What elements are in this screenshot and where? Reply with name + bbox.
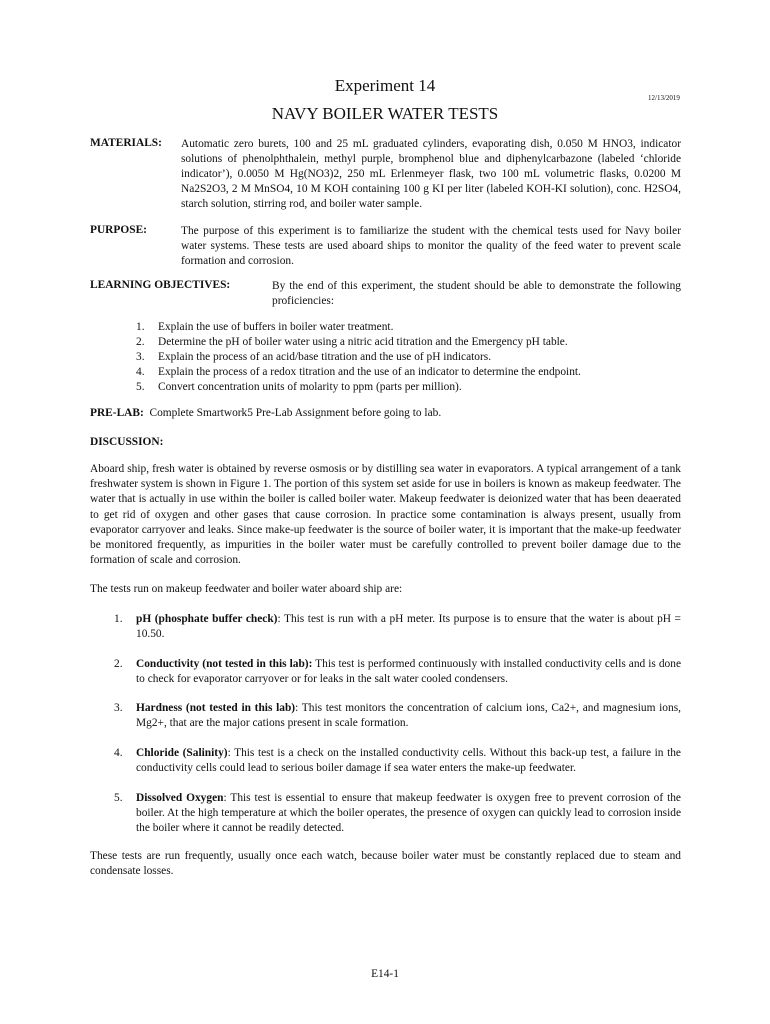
discussion-heading: DISCUSSION: (90, 436, 164, 448)
test-text: : This test is run with a pH meter. Its purpose is to ensure that the water is about pH = 10.50. (136, 613, 681, 640)
objective-text: Convert concentration units of molarity to ppm (parts per million). (158, 381, 462, 393)
test-number: 3. (114, 702, 123, 714)
tests-intro: The tests run on makeup feedwater and boiler water aboard ship are: (90, 583, 403, 595)
objective-text: Explain the process of a redox titration and the use of an indicator to determine the endpoint. (158, 366, 581, 378)
closing-paragraph: These tests are run frequently, usually once each watch, because boiler water must be constantly replaced due to steam and condensate losses. (90, 850, 681, 877)
purpose-text: The purpose of this experiment is to familiarize the student with the chemical tests used for Navy boiler water systems. These tests are used aboard ships to monitor the quality of the feed water to prevent scale formation and corrosion. (181, 225, 681, 267)
test-title: Chloride (Salinity) (136, 747, 228, 759)
test-text: : This test is essential to ensure that makeup feedwater is oxygen free to prevent corrosion of the boiler. At the high temperature at which the boiler operates, the presence of oxygen can quickly lead to corrosion inside the boiler where it cannot be readily detected. (136, 792, 681, 834)
page-number: E14-1 (371, 968, 399, 980)
objective-text: Determine the pH of boiler water using a nitric acid titration and the Emergency pH table. (158, 336, 568, 348)
test-text: : This test is a check on the installed conductivity cells. Without this back-up test, a failure in the conductivity cells could lead to serious boiler damage if sea water enters the make-up feedwater. (136, 747, 681, 774)
prelab-line (90, 407, 441, 419)
test-number: 1. (114, 613, 123, 625)
test-number: 5. (114, 792, 123, 804)
learning-objectives-intro: By the end of this experiment, the student should be able to demonstrate the following proficiencies: (272, 280, 681, 307)
objective-number: 1. (136, 321, 145, 333)
test-number: 2. (114, 658, 123, 670)
prelab-text: Complete Smartwork5 Pre-Lab Assignment before going to lab. (149, 407, 442, 419)
test-number: 4. (114, 747, 123, 759)
document-subtitle: NAVY BOILER WATER TESTS (271, 104, 499, 123)
objective-item (136, 320, 393, 335)
objective-item (136, 365, 581, 380)
objective-number: 5. (136, 381, 145, 393)
objective-item (136, 335, 568, 350)
test-title: Dissolved Oxygen (136, 792, 224, 804)
materials-label: MATERIALS: (90, 137, 162, 149)
objective-number: 3. (136, 351, 145, 363)
objective-item (136, 350, 491, 365)
test-title: Conductivity (not tested in this lab): (136, 658, 313, 670)
objective-number: 2. (136, 336, 145, 348)
purpose-label: PURPOSE: (90, 224, 147, 236)
test-text: : This test monitors the concentration of calcium ions, Ca2+, and magnesium ions, Mg2+, that are the major cations present in scale formation. (136, 702, 681, 729)
objective-number: 4. (136, 366, 145, 378)
objective-text: Explain the process of an acid/base titration and the use of pH indicators. (158, 351, 492, 363)
document-date: 12/13/2019 (648, 94, 680, 102)
discussion-paragraph: Aboard ship, fresh water is obtained by reverse osmosis or by distilling sea water in evaporators. A typical arrangement of a tank freshwater system is shown in Figure 1. The portion of this system set aside for use in boilers is known as makeup feedwater. The water that is actually in use within the boiler is called boiler water. Makeup feedwater is deionized water that has been deaerated to get rid of oxygen and other gases that cause corrosion. In practice some contamination is always present, usually from evaporator carryover and leaks. Since make-up feedwater is the source of boiler water, it is important that the make-up feedwater be monitored frequently, as impurities in the boiler water must be carefully controlled to prevent boiler damage due to the formation of scale and corrosion. (90, 463, 681, 567)
objective-text: Explain the use of buffers in boiler water treatment. (158, 321, 394, 333)
objective-item (136, 380, 462, 395)
learning-objectives-label: LEARNING OBJECTIVES: (90, 279, 231, 291)
document-title: Experiment 14 (334, 76, 436, 95)
test-text: This test is performed continuously with installed conductivity cells and is done to check for evaporator carryover or for leaks in the salt water cooled condensers. (136, 658, 681, 685)
test-title: pH (phosphate buffer check) (136, 613, 278, 625)
prelab-label: PRE-LAB: (90, 407, 144, 419)
materials-text: Automatic zero burets, 100 and 25 mL graduated cylinders, evaporating dish, 0.050 M HNO3, indicator solutions of phenolphthalein, methyl purple, bromphenol blue and diphenylcarbazone (labeled ‘chloride indicator’), 0.0050 M Hg(NO3)2, 250 mL Erlenmeyer flask, two 100 mL volumetric flasks, 0.0200 M Na2S2O3, 2 M MnSO4, 10 M KOH containing 100 g KI per liter (labeled KOH-KI solution), conc. H2SO4, starch solution, stirring rod, and boiler water sample. (181, 138, 681, 210)
test-title: Hardness (not tested in this lab) (136, 702, 296, 714)
